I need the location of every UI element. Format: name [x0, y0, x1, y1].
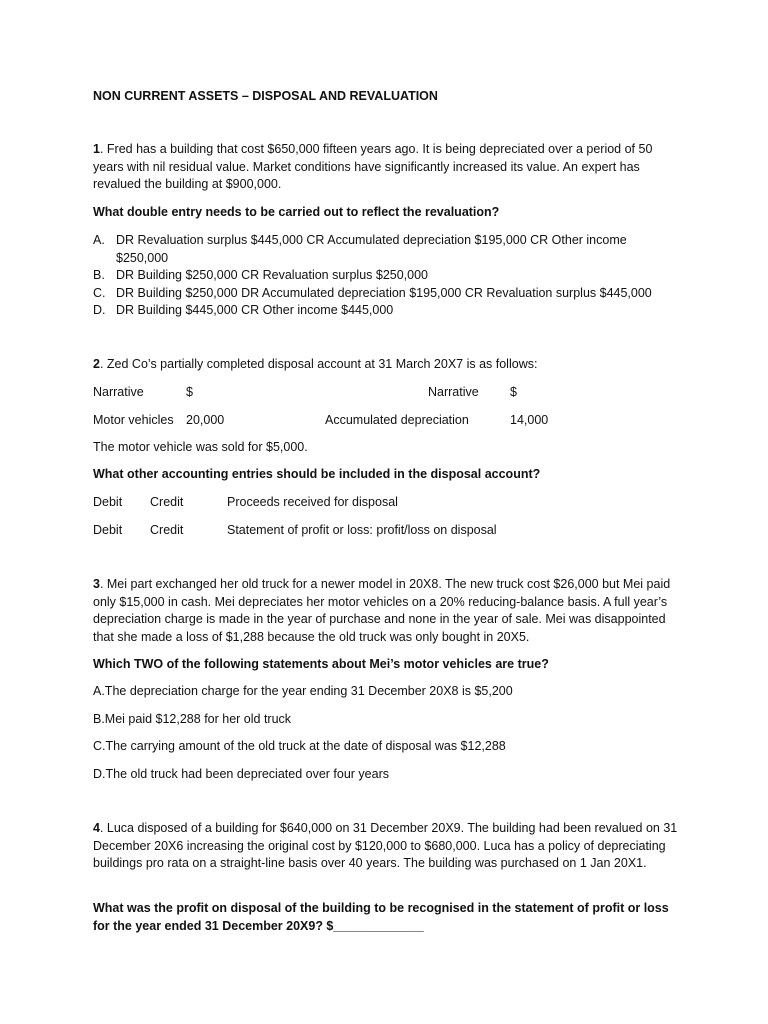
- q3-question: Which TWO of the following statements about Mei’s motor vehicles are true?: [93, 657, 549, 671]
- document-title: NON CURRENT ASSETS – DISPOSAL AND REVALUATION: [93, 89, 438, 103]
- q1-body: . Fred has a building that cost $650,000 fifteen years ago. It is being depreciated over a period of 50 years with nil residual value. Market conditions have significantly increased its value. An expert has revalued the building at $900,000.: [93, 142, 653, 191]
- q1-option-c: [93, 285, 678, 303]
- q2-left-currency: $: [186, 385, 193, 399]
- q3-statement-b: B.Mei paid $12,288 for her old truck: [93, 712, 292, 726]
- q2-sold-text: The motor vehicle was sold for $5,000.: [93, 440, 308, 454]
- q2-left-item: Motor vehicles: [93, 413, 174, 427]
- option-text: DR Revaluation surplus $445,000 CR Accumulated depreciation $195,000 CR Other income $250,000: [116, 233, 627, 265]
- option-text: DR Building $250,000 CR Revaluation surplus $250,000: [116, 268, 429, 282]
- q1-option-b: [93, 267, 678, 285]
- q2-right-currency: $: [510, 385, 517, 399]
- entry-debit: Debit: [93, 523, 123, 537]
- option-letter: C.: [93, 286, 106, 300]
- q4-question: What was the profit on disposal of the building to be recognised in the statement of profit or loss for the year ended 31 December 20X9? $_____________: [93, 901, 669, 933]
- q2-right-header: Narrative: [428, 385, 479, 399]
- q2-left-amount: 20,000: [186, 413, 225, 427]
- entry-debit: Debit: [93, 495, 123, 509]
- q2-number: 2: [93, 357, 100, 371]
- q4-number: 4: [93, 821, 100, 835]
- q2-body: . Zed Co’s partially completed disposal account at 31 March 20X7 is as follows:: [99, 357, 538, 371]
- q3-body: . Mei part exchanged her old truck for a newer model in 20X8. The new truck cost $26,000 but Mei paid only $15,000 in cash. Mei depreciates her motor vehicles on a 20% reducing-balance basis. A full year’s depreciation charge is made in the year of purchase and none in the year of sale. Mei was disappointed that she made a loss of $1,288 because the old truck was only bought in 20X5.: [93, 577, 671, 644]
- entry-description: Proceeds received for disposal: [227, 495, 398, 509]
- entry-credit: Credit: [150, 523, 184, 537]
- q3-statement-c: C.The carrying amount of the old truck at the date of disposal was $12,288: [93, 739, 506, 753]
- q3-number: 3: [93, 577, 100, 591]
- q3-statement-d: D.The old truck had been depreciated over four years: [93, 767, 390, 781]
- q3-statement-a: A.The depreciation charge for the year ending 31 December 20X8 is $5,200: [93, 684, 513, 698]
- q1-option-a: [93, 232, 678, 267]
- q2-right-item: Accumulated depreciation: [325, 413, 469, 427]
- q1-question: What double entry needs to be carried out to reflect the revaluation?: [93, 205, 500, 219]
- option-letter: D.: [93, 303, 106, 317]
- q1-text: [93, 141, 678, 194]
- q4-text: [93, 820, 678, 873]
- q3-text: [93, 576, 678, 646]
- q1-number: 1: [93, 142, 100, 156]
- q2-right-amount: 14,000: [510, 413, 549, 427]
- entry-credit: Credit: [150, 495, 184, 509]
- option-letter: B.: [93, 268, 105, 282]
- option-text: DR Building $445,000 CR Other income $445,000: [116, 303, 394, 317]
- q2-question: What other accounting entries should be included in the disposal account?: [93, 467, 541, 481]
- entry-description: Statement of profit or loss: profit/loss on disposal: [227, 523, 497, 537]
- q2-left-header: Narrative: [93, 385, 144, 399]
- q4-body: . Luca disposed of a building for $640,000 on 31 December 20X9. The building had been revalued on 31 December 20X6 increasing the original cost by $120,000 to $680,000. Luca has a policy of depreciating buildings pro rata on a straight-line basis over 40 years. The building was purchased on 1 Jan 20X1.: [93, 821, 678, 870]
- q1-option-d: [93, 302, 678, 320]
- q2-text: [93, 356, 678, 374]
- option-text: DR Building $250,000 DR Accumulated depreciation $195,000 CR Revaluation surplus $445,000: [116, 286, 652, 300]
- option-letter: A.: [93, 233, 105, 247]
